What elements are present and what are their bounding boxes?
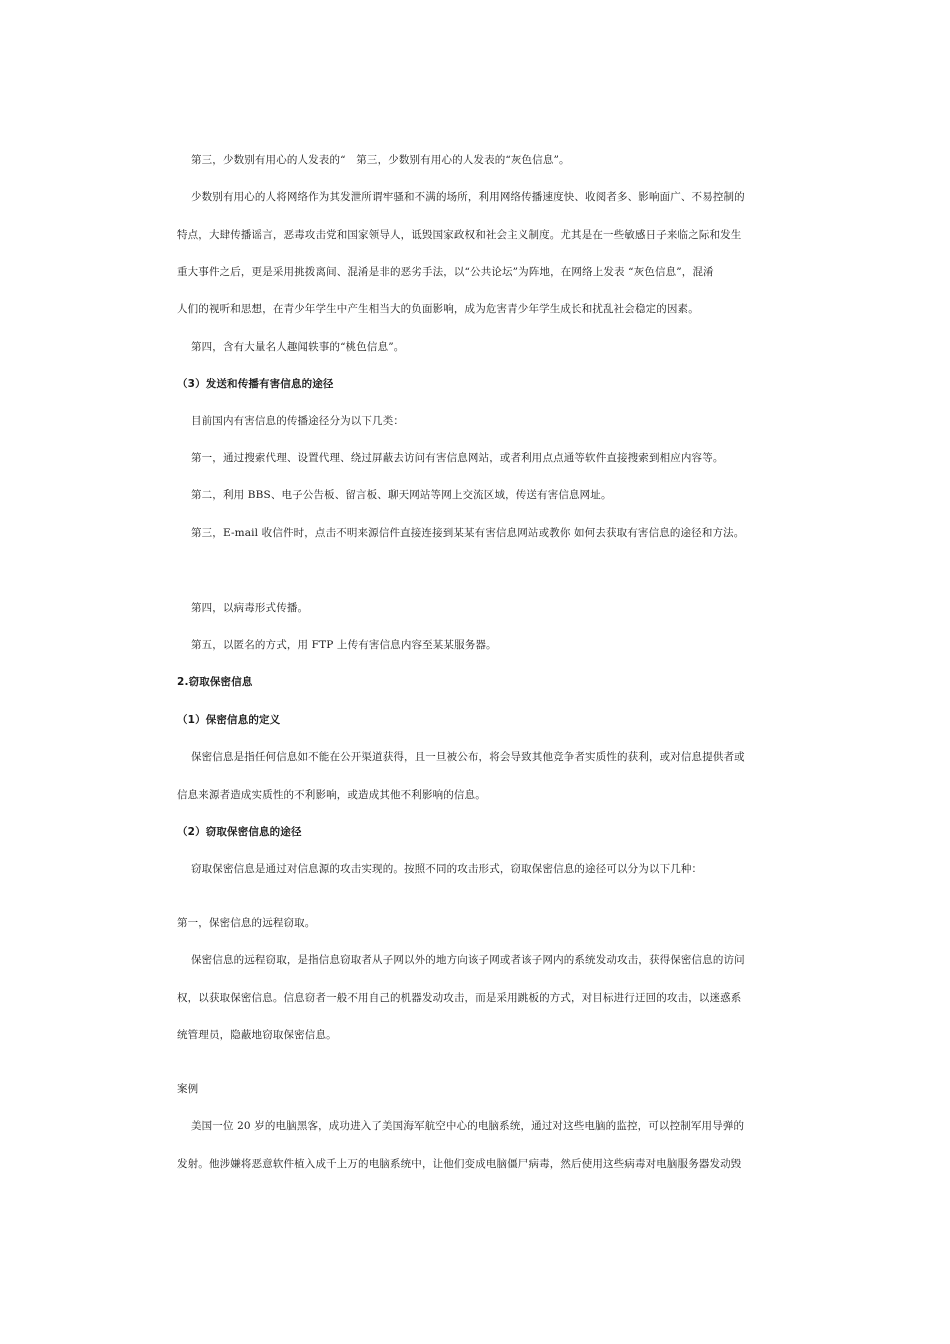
paragraph-line: 重大事件之后，更是采用挑拨离间、混淆是非的恶劣手法，以“公共论坛”为阵地，在网络上发表 “灰色信息”，混淆 (177, 266, 714, 278)
section-heading: 2.窃取保密信息 (177, 676, 253, 688)
paragraph-line: 人们的视听和思想，在青少年学生中产生相当大的负面影响，成为危害青少年学生成长和扰乱社会稳定的因素。 (177, 303, 699, 315)
paragraph-line: 特点，大肆传播谣言，恶毒攻击党和国家领导人，诋毁国家政权和社会主义制度。尤其是在一些敏感日子来临之际和发生 (177, 229, 742, 241)
paragraph-line: 第二，利用 BBS、电子公告板、留言板、聊天网站等网上交流区域，传送有害信息网址。 (191, 489, 612, 501)
paragraph-line: 信息来源者造成实质性的不利影响，或造成其他不利影响的信息。 (177, 789, 486, 801)
subsection-heading: （3）发送和传播有害信息的途径 (177, 378, 334, 390)
paragraph-line: 保密信息是指任何信息如不能在公开渠道获得，且一旦被公布，将会导致其他竞争者实质性的获利，或对信息提供者或 (191, 751, 745, 763)
paragraph-line: 统管理员，隐蔽地窃取保密信息。 (177, 1029, 337, 1041)
paragraph-line: 第五，以匿名的方式，用 FTP 上传有害信息内容至某某服务器。 (191, 639, 497, 651)
subsection-heading: （2）窃取保密信息的途径 (177, 826, 302, 838)
paragraph-line: 第三，少数别有用心的人发表的“ 第三，少数别有用心的人发表的“灰色信息”。 (191, 154, 570, 166)
paragraph-line: 目前国内有害信息的传播途径分为以下几类： (191, 415, 404, 427)
paragraph-line: 第三，E-mail 收信件时，点击不明来源信件直接连接到某某有害信息网站或教你 如何去获取有害信息的途径和方法。 (191, 527, 745, 539)
paragraph-line: 第四，含有大量名人趣闻轶事的“桃色信息”。 (191, 341, 405, 353)
paragraph-line: 第一，通过搜索代理、设置代理、绕过屏蔽去访问有害信息网站，或者利用点点通等软件直接搜索到相应内容等。 (191, 452, 724, 464)
paragraph-line: 窃取保密信息是通过对信息源的攻击实现的。按照不同的攻击形式，窃取保密信息的途径可以分为以下几种： (191, 863, 703, 875)
paragraph-line: 美国一位 20 岁的电脑黑客，成功进入了美国海军航空中心的电脑系统，通过对这些电脑的监控，可以控制军用导弹的 (191, 1120, 745, 1132)
paragraph-line: 权，以获取保密信息。信息窃者一般不用自己的机器发动攻击，而是采用跳板的方式，对目标进行迂回的攻击，以迷惑系 (177, 992, 742, 1004)
paragraph-line: 第四，以病毒形式传播。 (191, 602, 309, 614)
subsection-heading: （1）保密信息的定义 (177, 714, 281, 726)
paragraph-line: 少数别有用心的人将网络作为其发泄所谓牢骚和不满的场所，利用网络传播速度快、收阅者多、影响面广、不易控制的 (191, 191, 745, 203)
paragraph-line: 保密信息的远程窃取，是指信息窃取者从子网以外的地方向该子网或者该子网内的系统发动攻击，获得保密信息的访问 (191, 954, 745, 966)
paragraph-line: 第一，保密信息的远程窃取。 (177, 917, 316, 929)
case-label: 案例 (177, 1083, 199, 1095)
paragraph-line: 发射。他涉嫌将恶意软件植入成千上万的电脑系统中，让他们变成电脑僵尸病毒，然后使用这些病毒对电脑服务器发动毁 (177, 1158, 742, 1170)
